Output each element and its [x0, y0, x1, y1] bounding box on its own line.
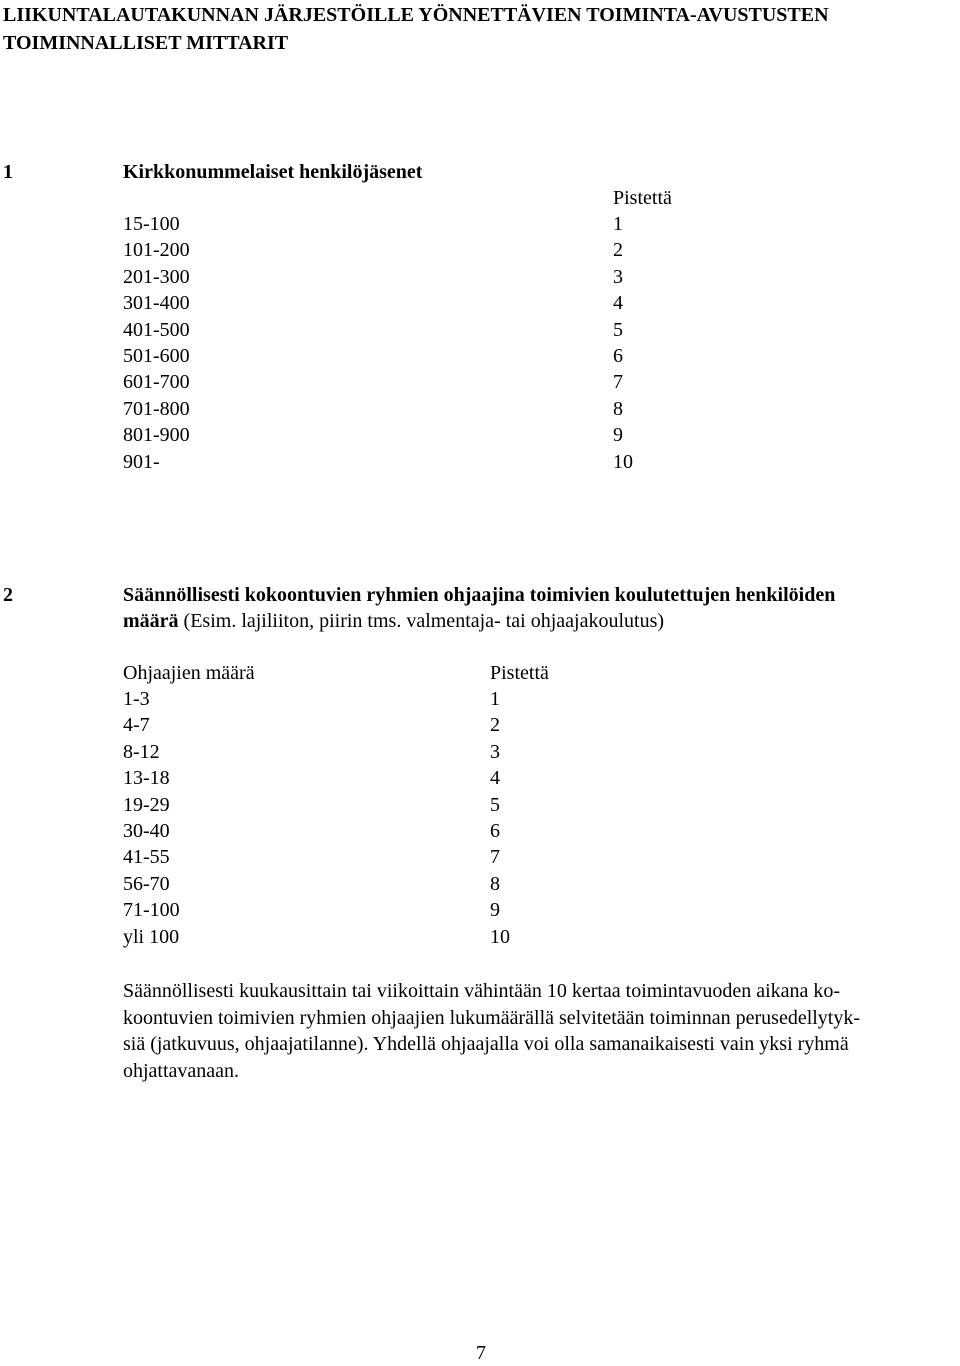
- instructor-range: 19-29: [123, 793, 170, 816]
- document-title-line-1: LIIKUNTALAUTAKUNNAN JÄRJESTÖILLE YÖNNETTÄVIEN TOIMINTA-AVUSTUSTEN: [3, 4, 829, 26]
- section-2-heading-line-1: Säännöllisesti kokoontuvien ryhmien ohjaajina toimivien koulutettujen henkilöiden: [123, 584, 836, 606]
- points-value: 1: [613, 213, 623, 235]
- points-value: 8: [613, 397, 623, 420]
- section-2-heading-bold: määrä: [123, 610, 179, 632]
- points-value: 2: [490, 714, 500, 737]
- section-2-heading-line-2: [123, 608, 664, 634]
- instructor-range: 41-55: [123, 846, 170, 869]
- member-range: 401-500: [123, 318, 190, 341]
- instructor-range: 8-12: [123, 740, 160, 763]
- points-value: 9: [490, 899, 500, 922]
- note-line: koontuvien toimivien ryhmien ohjaajien lukumäärällä selvitetään toiminnan perusedellytyk-: [123, 1006, 861, 1029]
- section-1-number: 1: [3, 161, 13, 183]
- instructor-range: yli 100: [123, 925, 180, 948]
- member-range: 301-400: [123, 292, 190, 315]
- points-value: 6: [613, 344, 623, 367]
- section-2-col-header-count: Ohjaajien määrä: [123, 662, 255, 684]
- points-value: 9: [613, 424, 623, 447]
- member-range: 201-300: [123, 265, 190, 288]
- instructor-range: 71-100: [123, 899, 180, 922]
- points-value: 6: [490, 819, 500, 842]
- points-value: 4: [490, 767, 500, 790]
- note-line: ohjattavanaan.: [123, 1059, 240, 1082]
- document-title: [3, 1, 829, 57]
- document-title-line-2: TOIMINNALLISET MITTARIT: [3, 32, 289, 54]
- instructor-range: 56-70: [123, 872, 170, 895]
- points-value: 1: [490, 688, 500, 710]
- note-line: Säännöllisesti kuukausittain tai viikoittain vähintään 10 kertaa toimintavuoden aikana ko-: [123, 980, 841, 1002]
- instructor-range: 1-3: [123, 688, 150, 710]
- section-2-note: [123, 978, 956, 1084]
- member-range: 701-800: [123, 397, 190, 420]
- page-number: 7: [476, 1342, 486, 1364]
- member-range: 15-100: [123, 213, 180, 235]
- section-2-col-header-points: Pistettä: [490, 662, 549, 684]
- instructor-range: 30-40: [123, 819, 170, 842]
- points-value: 10: [490, 925, 510, 948]
- member-range: 901-: [123, 450, 160, 473]
- section-2-number: 2: [3, 584, 13, 606]
- section-1-points-header: Pistettä: [613, 187, 672, 209]
- points-value: 3: [490, 740, 500, 763]
- member-range: 601-700: [123, 371, 190, 394]
- instructor-range: 4-7: [123, 714, 150, 737]
- points-value: 7: [490, 846, 500, 869]
- points-value: 10: [613, 450, 633, 473]
- instructor-range: 13-18: [123, 767, 170, 790]
- section-1-heading: Kirkkonummelaiset henkilöjäsenet: [123, 161, 423, 183]
- points-value: 5: [490, 793, 500, 816]
- section-2-heading-note: (Esim. lajiliiton, piirin tms. valmentaja- tai ohjaajakoulutus): [178, 610, 665, 632]
- member-range: 501-600: [123, 344, 190, 367]
- member-range: 101-200: [123, 239, 190, 262]
- member-range: 801-900: [123, 424, 190, 447]
- points-value: 4: [613, 292, 623, 315]
- note-line: siä (jatkuvuus, ohjaajatilanne). Yhdellä ohjaajalla voi olla samanaikaisesti vain yksi ryhmä: [123, 1033, 849, 1055]
- points-value: 5: [613, 318, 623, 341]
- points-value: 8: [490, 872, 500, 895]
- points-value: 3: [613, 265, 623, 288]
- points-value: 2: [613, 239, 623, 262]
- points-value: 7: [613, 371, 623, 394]
